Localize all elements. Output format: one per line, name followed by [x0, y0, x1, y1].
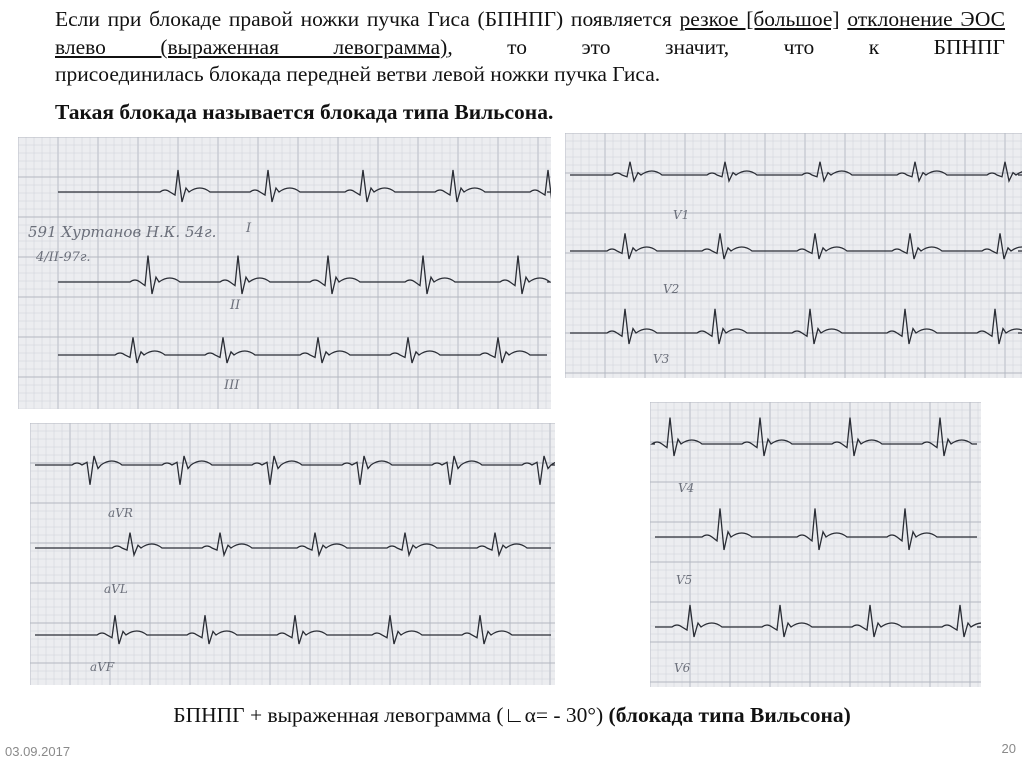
ecg-trace [570, 162, 1022, 181]
patient-handwriting: 591 Хуртанов Н.К. 54г. [28, 223, 217, 241]
intro-paragraph [55, 6, 1005, 89]
figure-caption [0, 703, 1024, 728]
ecg-trace [35, 615, 551, 644]
ecg-strip-augmented-leads [30, 423, 555, 685]
slide-date: 03.09.2017 [5, 744, 71, 759]
intro-line3-text: присоединилась блокада передней ветви левой ножки пучка Гиса. [55, 62, 661, 86]
ecg-strip-standard-leads [18, 137, 551, 409]
ecg-strip-v1-v3 [565, 133, 1022, 378]
lead-label-aVF: aVF [90, 660, 115, 674]
lead-label-V2: V2 [663, 282, 680, 296]
ecg-trace [655, 508, 977, 550]
lead-label-aVR: aVR [108, 506, 133, 520]
ecg-trace [570, 233, 1022, 259]
ecg-panel-chest-leads-v1-v3 [565, 133, 1022, 378]
intro-line2-text: , то это значит, что к БПНПГ [447, 34, 1005, 59]
lead-label-V3: V3 [653, 352, 670, 366]
ecg-trace [35, 533, 551, 555]
lead-label-V5: V5 [676, 573, 693, 587]
lead-label-I: I [246, 221, 252, 236]
wilson-block-bold: Такая блокада называется блокада типа Вильсона [55, 100, 548, 124]
ecg-trace [570, 309, 1022, 344]
wilson-block-dot: . [547, 100, 554, 124]
lead-label-V1: V1 [673, 208, 690, 222]
caption-bold: (блокада типа Вильсона) [608, 703, 851, 727]
lead-label-III: III [224, 378, 240, 393]
ecg-trace [58, 337, 547, 363]
ecg-strip-v4-v6 [650, 402, 981, 687]
ecg-trace [652, 418, 977, 456]
slide-number: 20 [1001, 741, 1016, 756]
intro-line1-text: Если при блокаде правой ножки пучка Гиса (БПНПГ) появляется [55, 7, 680, 31]
ecg-panel-chest-leads-v4-v6 [650, 402, 981, 687]
intro-line1-underlined: резкое [большое] [679, 7, 840, 31]
ecg-panel-limb-leads-standard [18, 137, 551, 409]
lead-label-II: II [230, 298, 241, 313]
intro-line2-underlined: отклонение ЭОС влево (выраженная левограмма) [55, 7, 1006, 59]
ecg-trace [58, 256, 550, 294]
lead-label-V6: V6 [674, 661, 691, 675]
ecg-trace [35, 456, 555, 485]
ecg-panel-augmented-leads [30, 423, 555, 685]
ecg-trace [58, 170, 551, 202]
handwriting-date: 4/II-97г. [36, 250, 91, 265]
wilson-block-statement [55, 100, 553, 125]
caption-plain: БПНПГ + выраженная левограмма (∟α= - 30°) [173, 703, 609, 727]
lead-label-aVL: aVL [104, 582, 128, 596]
lead-label-V4: V4 [678, 481, 695, 495]
